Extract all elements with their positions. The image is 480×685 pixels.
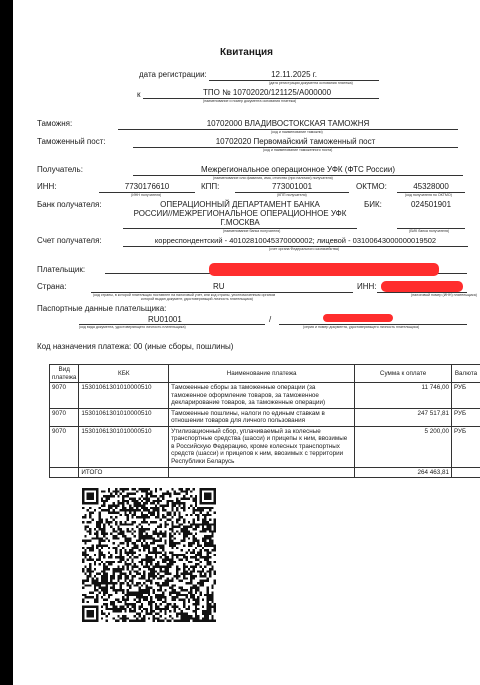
header-payment-type: Вид платежа xyxy=(50,365,79,383)
table-row: 9070 15301061301010000510 Утилизационный сбор, уплачиваемый за колесные транспортные средства (шасси) и прицепы к ним, ввозимые в Российскую Федерацию, кроме колесных транспортных средств (шасси) и прицепов к ним, ввозимых с территории Республики Беларусь 5 200,00 РУБ xyxy=(50,426,480,467)
header-currency: Валюта xyxy=(452,365,480,383)
recipient-label: Получатель: xyxy=(37,165,83,174)
payment-table xyxy=(49,364,480,478)
recipient-kpp: 773001001 xyxy=(271,182,313,191)
account-label: Счет получателя: xyxy=(37,236,102,245)
total-amount: 264 463,81 xyxy=(355,467,452,478)
qr-modules xyxy=(82,488,216,622)
bik-caption: (БИК банка получателя) xyxy=(409,229,450,233)
qr-finder-2 xyxy=(82,606,98,622)
payer-inn-redaction xyxy=(381,281,463,292)
tpo-caption: (наименование и номер документа основания платежа) xyxy=(203,99,297,103)
table-row: 9070 15301061301010000510 Таможенные сборы за таможенные операции (за таможенное оформление товаров, за таможенное декларирование товаров, за таможенные операции) 11 746,00 РУБ xyxy=(50,383,480,409)
recipient-value: Межрегиональное операционное УФК (ФТС России) xyxy=(200,165,396,174)
total-label: ИТОГО xyxy=(79,467,169,478)
tpo-number: ТПО № 10702020/121125/А000000 xyxy=(203,88,332,97)
registration-label: дата регистрации: xyxy=(139,70,207,79)
recipient-kpp-caption: (КПП получателя) xyxy=(277,193,307,197)
customs-value: 10702000 ВЛАДИВОСТОКСКАЯ ТАМОЖНЯ xyxy=(206,119,370,128)
account-value: корреспондентский - 40102810045370000002; лицевой - 03100643000000019502 xyxy=(154,236,437,245)
passport-number-redaction xyxy=(323,314,393,322)
country-value: RU xyxy=(213,282,225,291)
registration-date-caption: (дата регистрации документа основания платежа) xyxy=(269,81,353,85)
recipient-kpp-label: КПП: xyxy=(201,182,220,191)
passport-caption-left: (код вида документа, удостоверяющего личность плательщика) xyxy=(79,325,186,329)
payer-inn-caption: (налоговый номер (ИНН) плательщика) xyxy=(411,293,477,297)
bik-label: БИК: xyxy=(364,200,382,209)
recipient-inn-caption: (ИНН получателя) xyxy=(131,193,162,197)
recipient-oktmo-label: ОКТМО: xyxy=(356,182,387,191)
header-kbk: КБК xyxy=(79,365,169,383)
recipient-oktmo-caption: (код получателя по ОКТМО) xyxy=(405,193,452,197)
payer-label: Плательщик: xyxy=(37,265,86,274)
recipient-inn: 7730176610 xyxy=(124,182,170,191)
passport-slash: / xyxy=(269,315,272,324)
registration-date: 12.11.2025 г. xyxy=(271,70,317,79)
passport-label: Паспортные данные плательщика: xyxy=(37,304,167,313)
receipt-title: Квитанция xyxy=(219,47,274,58)
customs-label: Таможня: xyxy=(37,119,73,128)
receipt-page xyxy=(13,0,480,685)
table-total-row xyxy=(50,467,480,478)
k-label: к xyxy=(137,90,141,99)
bik-value: 024501901 xyxy=(410,200,452,209)
table-row: 9070 15301061301010000510 Таможенные пошлины, налоги по единым ставкам в отношении товаров для личного пользования 247 517,81 РУБ xyxy=(50,408,480,426)
customs-caption: (код и наименование таможни) xyxy=(271,130,323,134)
payment-purpose: Код назначения платежа: 00 (иные сборы, пошлины) xyxy=(37,342,234,351)
qr-finder-0 xyxy=(82,488,98,504)
customs-post-caption: (код и наименование таможенного поста) xyxy=(263,148,333,152)
customs-post-label: Таможенный пост: xyxy=(37,137,106,146)
recipient-inn-label: ИНН: xyxy=(37,182,57,191)
country-caption-2: которой выдан документ, удостоверяющий личность плательщика) xyxy=(141,297,253,301)
payer-inn-label: ИНН: xyxy=(357,282,377,291)
recipient-caption: (наименование или фамилия, имя, отчество (при наличии) получателя) xyxy=(213,176,333,180)
customs-post-value: 10702020 Первомайский таможенный пост xyxy=(215,137,376,146)
passport-code: RU01001 xyxy=(148,315,182,324)
header-amount: Сумма к оплате xyxy=(355,365,452,383)
header-payment-name: Наименование платежа xyxy=(169,365,355,383)
passport-caption-right: (серия и номер документа, удостоверяющего личность плательщика) xyxy=(303,325,420,329)
account-caption: (счет органа Федерального казначейства) xyxy=(269,247,340,251)
bank-line-3: Г.МОСКВА xyxy=(220,218,260,227)
country-label: Страна: xyxy=(37,282,67,291)
bank-label: Банк получателя: xyxy=(37,200,102,209)
qr-finder-1 xyxy=(200,488,216,504)
qr-code-icon xyxy=(82,488,216,622)
bank-caption: (наименование банка получателя) xyxy=(223,229,281,233)
country-caption-1: (код страны, в которой плательщик поставлен на налоговый учет, или код страны, уполномоченным органом xyxy=(93,293,276,297)
bank-line-1: ОПЕРАЦИОННЫЙ ДЕПАРТАМЕНТ БАНКА xyxy=(160,200,320,209)
payer-name-redaction xyxy=(209,263,439,276)
recipient-oktmo: 45328000 xyxy=(413,182,449,191)
bank-line-2: РОССИИ//МЕЖРЕГИОНАЛЬНОЕ ОПЕРАЦИОННОЕ УФК xyxy=(133,209,347,218)
